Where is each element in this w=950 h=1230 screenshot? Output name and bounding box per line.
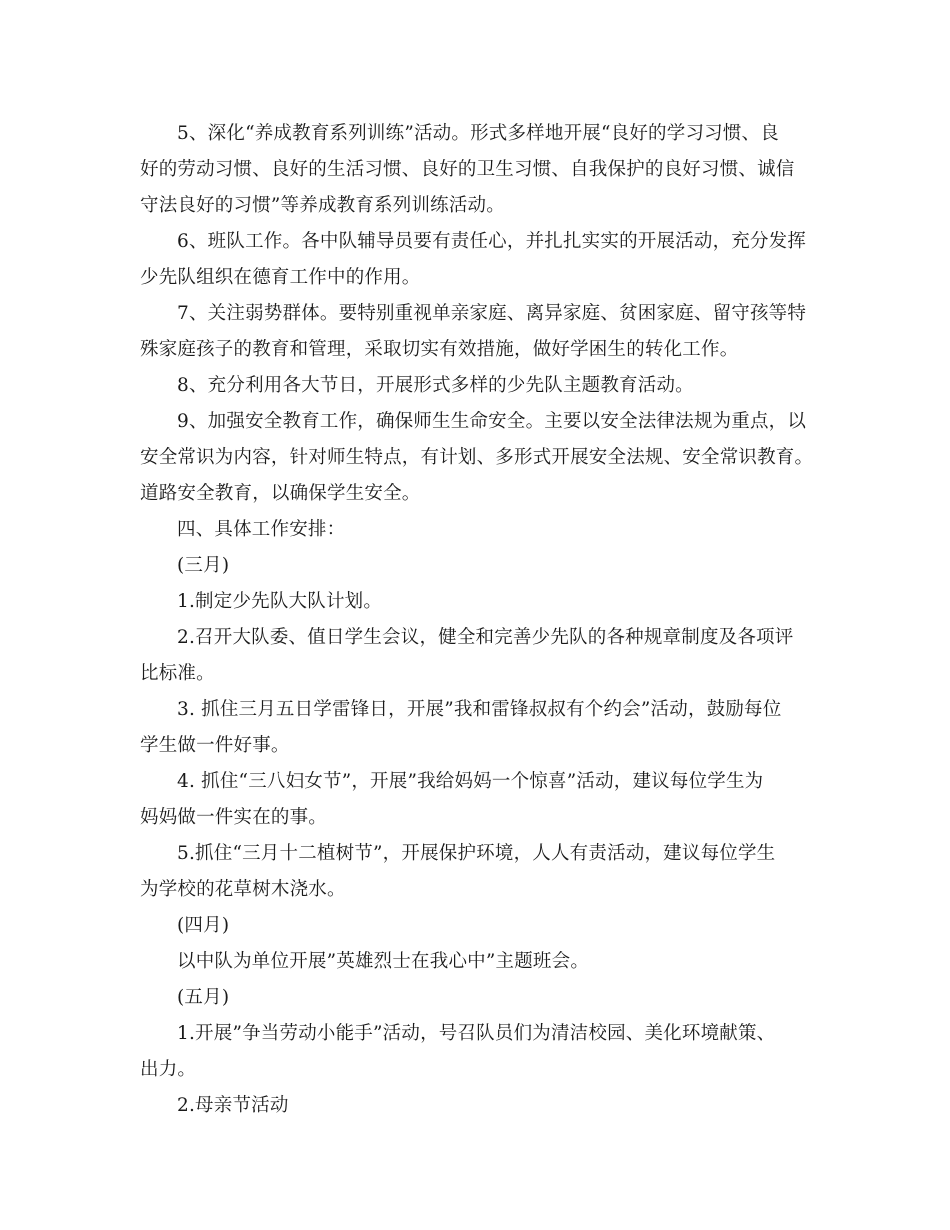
text-line: 四、具体工作安排： bbox=[177, 519, 346, 540]
paragraph bbox=[140, 692, 810, 764]
paragraph bbox=[140, 620, 810, 692]
paragraph bbox=[140, 836, 810, 908]
paragraph bbox=[140, 548, 810, 584]
paragraph bbox=[140, 1016, 810, 1088]
text-line: 安全常识为内容，针对师生特点，有计划、多形式开展安全法规、安全常识教育。 bbox=[140, 447, 814, 468]
text-line: 比标准。 bbox=[140, 663, 215, 684]
text-line: 1.开展”争当劳动小能手”活动，号召队员们为清洁校园、美化环境献策、 bbox=[177, 1023, 776, 1044]
text-line: 8、充分利用各大节日，开展形式多样的少先队主题教育活动。 bbox=[177, 375, 694, 396]
text-line: 学生做一件好事。 bbox=[140, 735, 290, 756]
document-body bbox=[140, 116, 814, 1124]
text-line: 2.召开大队委、值日学生会议，健全和完善少先队的各种规章制度及各项评 bbox=[177, 627, 794, 648]
paragraph bbox=[140, 908, 810, 944]
text-line: 殊家庭孩子的教育和管理，采取切实有效措施，做好学困生的转化工作。 bbox=[140, 339, 739, 360]
paragraph bbox=[140, 944, 810, 980]
paragraph bbox=[140, 1088, 810, 1124]
text-line: 9、加强安全教育工作，确保师生生命安全。主要以安全法律法规为重点，以 bbox=[177, 411, 807, 432]
text-line: 出力。 bbox=[140, 1059, 197, 1080]
text-line: (五月) bbox=[177, 987, 230, 1008]
text-line: 少先队组织在德育工作中的作用。 bbox=[140, 267, 421, 288]
text-line: (三月) bbox=[177, 555, 230, 576]
paragraph bbox=[140, 584, 810, 620]
text-line: (四月) bbox=[177, 915, 230, 936]
paragraph bbox=[140, 404, 814, 512]
paragraph bbox=[140, 764, 810, 836]
text-line: 以中队为单位开展”英雄烈士在我心中”主题班会。 bbox=[177, 951, 590, 972]
text-line: 3. 抓住三月五日学雷锋日，开展”我和雷锋叔叔有个约会”活动，鼓励每位 bbox=[177, 699, 782, 720]
text-line: 为学校的花草树木浇水。 bbox=[140, 879, 346, 900]
paragraph bbox=[140, 368, 810, 404]
paragraph bbox=[140, 296, 810, 368]
paragraph bbox=[140, 512, 810, 548]
text-line: 道路安全教育，以确保学生安全。 bbox=[140, 483, 421, 504]
text-line: 4. 抓住“三八妇女节”，开展”我给妈妈一个惊喜”活动，建议每位学生为 bbox=[177, 771, 764, 792]
paragraph bbox=[140, 224, 810, 296]
text-line: 守法良好的习惯”等养成教育系列训练活动。 bbox=[140, 195, 505, 216]
text-line: 妈妈做一件实在的事。 bbox=[140, 807, 328, 828]
text-line: 7、关注弱势群体。要特别重视单亲家庭、离异家庭、贫困家庭、留守孩等特 bbox=[177, 303, 807, 324]
text-line: 2.母亲节活动 bbox=[177, 1095, 289, 1116]
text-line: 5、深化“养成教育系列训练”活动。形式多样地开展“良好的学习习惯、良 bbox=[177, 123, 779, 144]
text-line: 5.抓住“三月十二植树节”，开展保护环境，人人有责活动，建议每位学生 bbox=[177, 843, 776, 864]
text-line: 6、班队工作。各中队辅导员要有责任心，并扎扎实实的开展活动，充分发挥 bbox=[177, 231, 807, 252]
text-line: 1.制定少先队大队计划。 bbox=[177, 591, 383, 612]
paragraph bbox=[140, 116, 810, 224]
paragraph bbox=[140, 980, 810, 1016]
text-line: 好的劳动习惯、良好的生活习惯、良好的卫生习惯、自我保护的良好习惯、诚信 bbox=[140, 159, 795, 180]
